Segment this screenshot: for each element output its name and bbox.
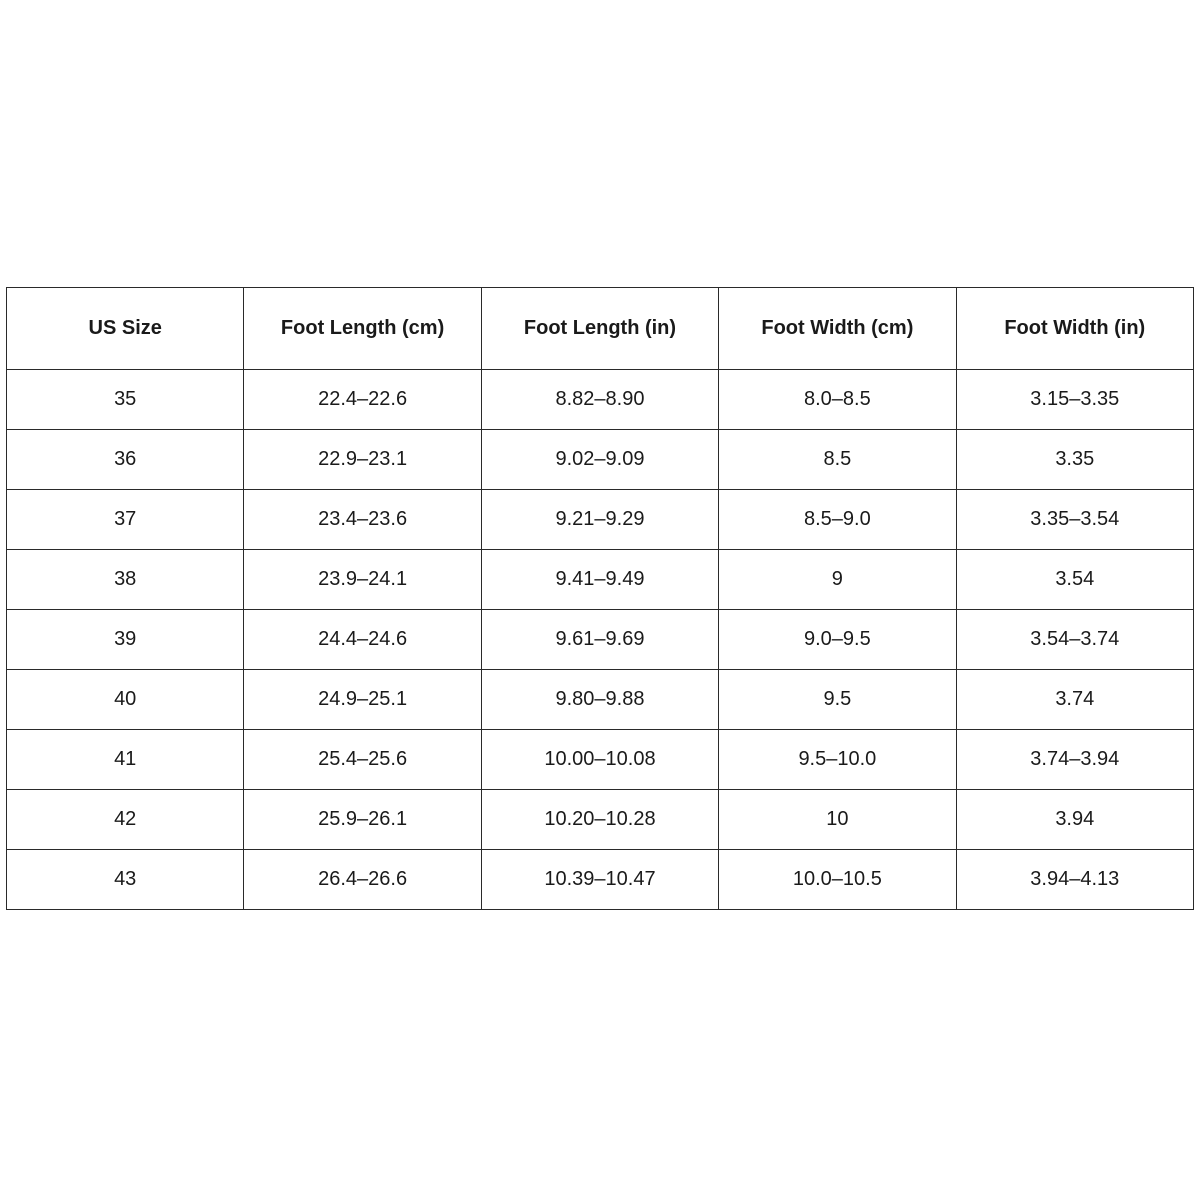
cell-us-size: 35 [7, 370, 244, 430]
cell-foot-length-cm: 25.9–26.1 [244, 790, 481, 850]
cell-us-size: 42 [7, 790, 244, 850]
cell-foot-width-in: 3.35–3.54 [956, 490, 1193, 550]
table-row [7, 610, 1194, 670]
cell-foot-length-in: 9.02–9.09 [481, 430, 718, 490]
cell-foot-width-in: 3.54–3.74 [956, 610, 1193, 670]
cell-foot-length-in: 8.82–8.90 [481, 370, 718, 430]
cell-foot-length-in: 9.80–9.88 [481, 670, 718, 730]
cell-foot-length-in: 10.00–10.08 [481, 730, 718, 790]
column-header-foot-length-cm: Foot Length (cm) [244, 288, 481, 370]
size-chart-table [6, 287, 1194, 910]
column-header-foot-width-cm: Foot Width (cm) [719, 288, 956, 370]
table-row [7, 430, 1194, 490]
cell-foot-length-cm: 24.4–24.6 [244, 610, 481, 670]
column-header-us-size: US Size [7, 288, 244, 370]
cell-foot-width-cm: 9.5–10.0 [719, 730, 956, 790]
cell-foot-length-in: 10.39–10.47 [481, 850, 718, 910]
cell-foot-width-cm: 8.0–8.5 [719, 370, 956, 430]
cell-foot-width-in: 3.94–4.13 [956, 850, 1193, 910]
table-row [7, 790, 1194, 850]
cell-us-size: 41 [7, 730, 244, 790]
cell-foot-width-in: 3.35 [956, 430, 1193, 490]
cell-foot-width-in: 3.94 [956, 790, 1193, 850]
table-row [7, 550, 1194, 610]
cell-foot-length-in: 9.41–9.49 [481, 550, 718, 610]
table-header [7, 288, 1194, 370]
cell-foot-width-cm: 10.0–10.5 [719, 850, 956, 910]
cell-foot-width-cm: 8.5–9.0 [719, 490, 956, 550]
cell-us-size: 39 [7, 610, 244, 670]
cell-us-size: 38 [7, 550, 244, 610]
cell-foot-length-in: 9.61–9.69 [481, 610, 718, 670]
cell-foot-width-cm: 9.0–9.5 [719, 610, 956, 670]
table-row [7, 670, 1194, 730]
cell-foot-length-cm: 26.4–26.6 [244, 850, 481, 910]
cell-foot-length-in: 10.20–10.28 [481, 790, 718, 850]
cell-us-size: 40 [7, 670, 244, 730]
cell-foot-width-in: 3.74 [956, 670, 1193, 730]
cell-foot-length-in: 9.21–9.29 [481, 490, 718, 550]
table-row [7, 730, 1194, 790]
cell-foot-length-cm: 24.9–25.1 [244, 670, 481, 730]
cell-foot-width-in: 3.15–3.35 [956, 370, 1193, 430]
cell-foot-length-cm: 22.9–23.1 [244, 430, 481, 490]
cell-foot-length-cm: 23.4–23.6 [244, 490, 481, 550]
cell-foot-width-in: 3.54 [956, 550, 1193, 610]
cell-us-size: 36 [7, 430, 244, 490]
cell-foot-width-in: 3.74–3.94 [956, 730, 1193, 790]
cell-foot-length-cm: 22.4–22.6 [244, 370, 481, 430]
cell-us-size: 37 [7, 490, 244, 550]
cell-foot-length-cm: 25.4–25.6 [244, 730, 481, 790]
cell-foot-length-cm: 23.9–24.1 [244, 550, 481, 610]
cell-foot-width-cm: 9 [719, 550, 956, 610]
cell-us-size: 43 [7, 850, 244, 910]
table-row [7, 490, 1194, 550]
cell-foot-width-cm: 10 [719, 790, 956, 850]
cell-foot-width-cm: 8.5 [719, 430, 956, 490]
table-row [7, 370, 1194, 430]
column-header-foot-width-in: Foot Width (in) [956, 288, 1193, 370]
cell-foot-width-cm: 9.5 [719, 670, 956, 730]
header-row [7, 288, 1194, 370]
column-header-foot-length-in: Foot Length (in) [481, 288, 718, 370]
table-body [7, 370, 1194, 910]
table-row [7, 850, 1194, 910]
